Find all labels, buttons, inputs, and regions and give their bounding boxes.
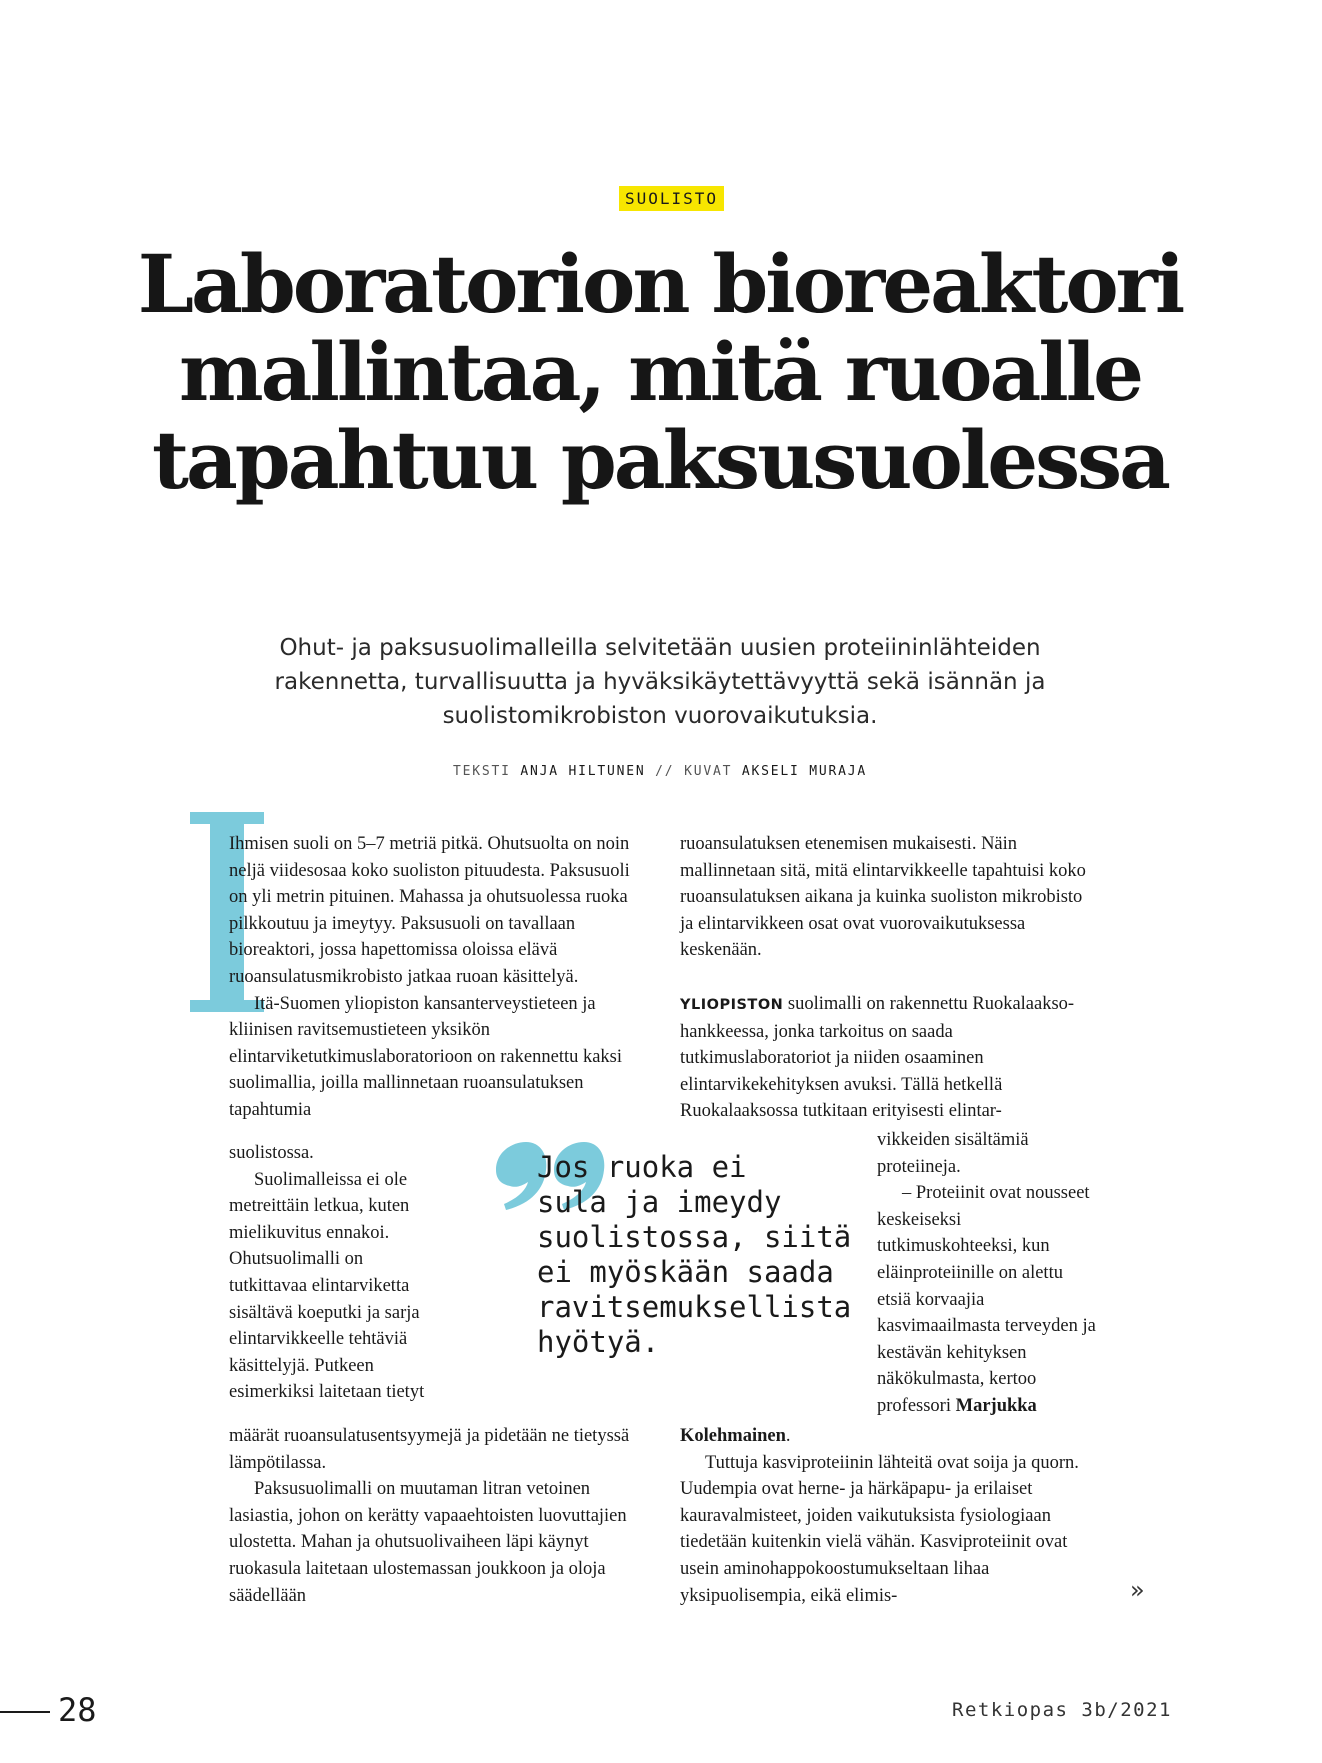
paragraph-3-end: määrät ruoansulatusentsyymejä ja pidetään ne tietyssä lämpötilassa. [229, 1426, 630, 1473]
paragraph-6-text: suolimalli on rakennettu Ruokalaakso-hankkeessa, jonka tarkoitus on saada tutkimuslaboratoriot ja niiden osaaminen elintarvikekehityksen avuksi. Tällä hetkellä Ruokalaaksossa tutkitaan erityisesti elintar- [680, 993, 1075, 1122]
professor-first-name: Marjukka [955, 1395, 1037, 1416]
paragraph-5: ruoansulatuksen etenemisen mukaisesti. Näin mallinnetaan sitä, mitä elintarvikkeelle tapahtuisi koko ruoansulatuksen aikana ja kuinka suoliston mikrobisto ja elintarvikkeen osat ovat vuorovaikutuksessa keskenään. [680, 834, 1086, 961]
column-1-bottom [229, 1423, 647, 1609]
credits-text-label: TEKSTI [452, 764, 511, 779]
paragraph-6-lead-in: YLIOPISTON [680, 996, 784, 1013]
credits-photographer: AKSELI MURAJA [741, 764, 868, 779]
credits-photo-label: KUVAT [684, 764, 733, 779]
paragraph-2-end: suolistossa. [229, 1143, 314, 1163]
paragraph-7-end [680, 1423, 1096, 1450]
column-1-narrow [229, 1140, 439, 1406]
paragraph-8: Tuttuja kasviproteiinin lähteitä ovat soija ja quorn. Uudempia ovat herne- ja härkäpapu- ja erilaiset kauravalmisteet, joiden vaikutuksista fysiologiaan tiedetään kuitenkin vielä vähän. Kasviproteiinit ovat usein aminohappokoostumukseltaan lihaa yksipuolisempia, eikä elimis- [680, 1452, 1079, 1606]
magazine-issue: Retkiopas 3b/2021 [952, 1699, 1172, 1721]
lead-paragraph: Ohut- ja paksusuolimalleilla selvitetään uusien proteiininlähteiden rakennetta, turvallisuutta ja hyväksikäytettävyyttä sekä isännän ja suolistomikrobiston vuorovaikutuksia. [274, 635, 1046, 729]
paragraph-4: Paksusuolimalli on muutaman litran vetoinen lasiastia, johon on kerätty vapaaehtoisten luovuttajien ulostetta. Mahan ja ohutsuolivaiheen läpi käynyt ruokasula laitetaan ulostemassan joukkoon ja oloja säädellään [229, 1479, 627, 1606]
headline: Laboratorion bioreaktori mallintaa, mitä ruoalle tapahtuu paksusuolessa [137, 237, 1183, 507]
paragraph-6 [680, 991, 1096, 1125]
continue-icon: » [1130, 1576, 1145, 1604]
paragraph-7-text: – Proteiinit ovat nousseet keskeiseksi tutkimuskohteeksi, kun eläinproteiinille on alettu etsiä korvaajia kasvimaailmasta terveyden ja kestävän kehityksen näkökulmasta, kertoo professori [877, 1183, 1096, 1416]
pull-quote: Jos ruoka ei sula ja imeydy suolistossa, siitä ei myöskään saada ravitsemuksellista hyötyä. [537, 1150, 852, 1359]
paragraph-7 [877, 1180, 1099, 1419]
page-number: 28 [58, 1691, 97, 1729]
dropcap-text: I [229, 834, 236, 854]
paragraph-1-text: hmisen suoli on 5–7 metriä pitkä. Ohutsuolta on noin neljä viidesosaa koko suoliston pituudesta. Paksusuoli on yli metrin pituinen. Mahassa ja ohutsuolessa ruoka pilkkoutuu ja imeytyy. Paksusuoli on tavallaan bioreaktori, jossa hapettomissa oloissa elävä ruoansulatusmikrobisto jatkaa ruoan käsittelyä. [229, 834, 630, 987]
section-tag: SUOLISTO [619, 186, 724, 211]
column-1-top [229, 831, 647, 1124]
paragraph-2: Itä-Suomen yliopiston kansanterveystieteen ja kliinisen ravitsemustieteen yksikön elintarviketutkimuslaboratorioon on rakennettu kaksi suolimallia, joilla mallinnetaan ruoansulatuksen tapahtumia [229, 993, 623, 1120]
paragraph-1 [229, 831, 647, 991]
credits-separator: // [655, 764, 675, 779]
column-2-narrow [877, 1127, 1099, 1420]
credits [300, 764, 1020, 779]
column-2-top [680, 831, 1096, 1125]
paragraph-6-end: vikkeiden sisältämiä proteiineja. [877, 1130, 1029, 1177]
footer-rule [0, 1711, 50, 1713]
professor-last-name: Kolehmainen [680, 1426, 786, 1446]
paragraph-7-tail: . [785, 1426, 791, 1446]
column-2-bottom [680, 1423, 1096, 1609]
paragraph-3: Suolimalleissa ei ole metreittäin letkua, kuten mielikuvitus ennakoi. Ohutsuolimalli on tutkittavaa elintarviketta sisältävä koeputki ja sarja elintarvikkeelle tehtäviä käsittelyjä. Putkeen esimerkiksi laitetaan tietyt [229, 1169, 425, 1403]
credits-author: ANJA HILTUNEN [520, 764, 646, 779]
